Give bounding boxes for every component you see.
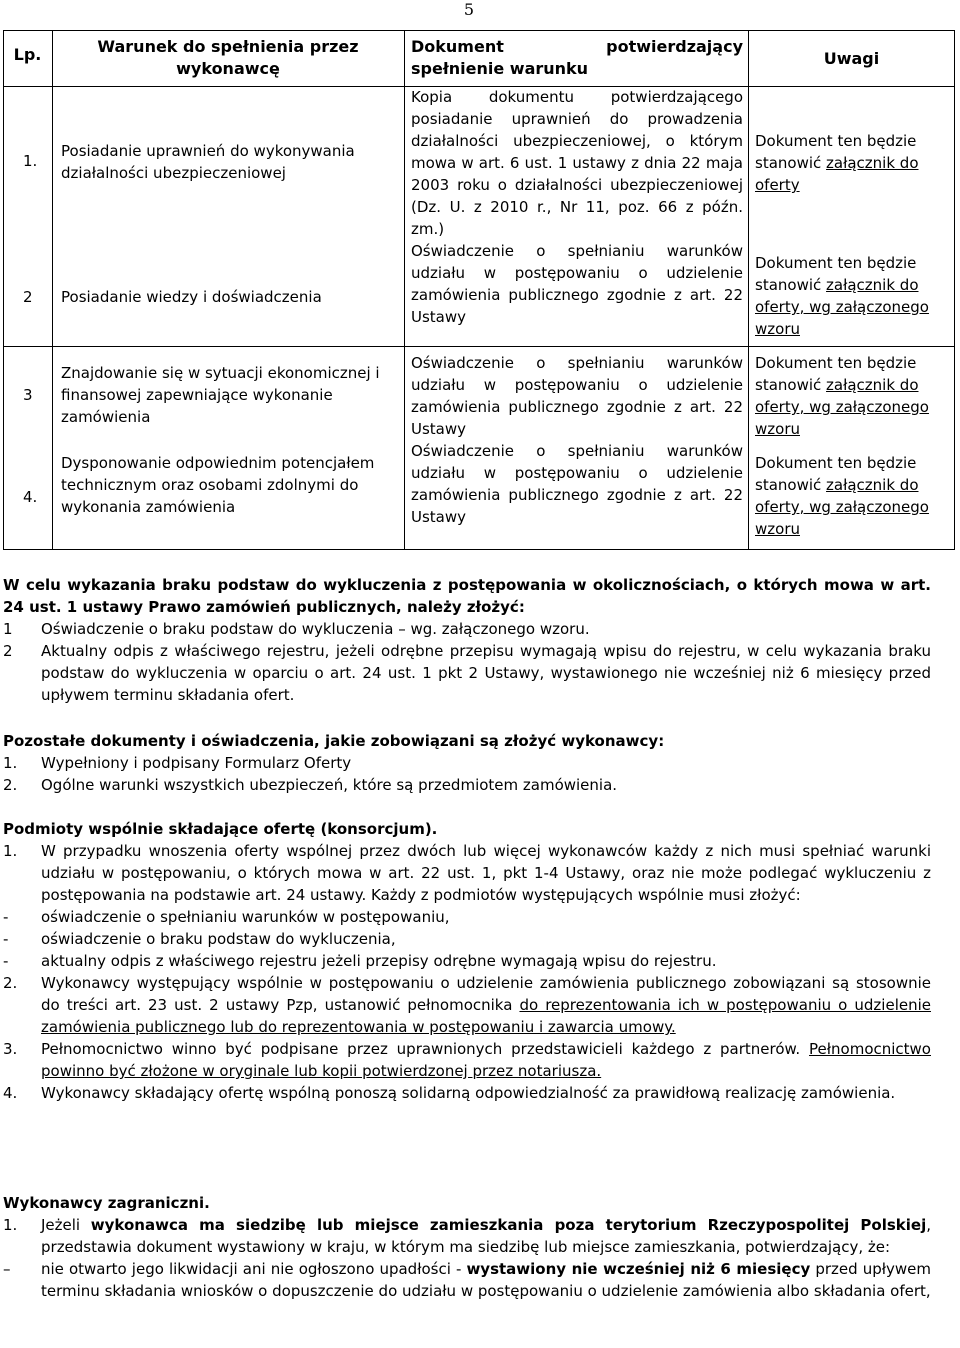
- row3-note-attachment: załącznik do oferty, wg załączonego wzoru: [755, 376, 929, 438]
- consortium-dash-3: - aktualny odpis z właściwego rejestru jeżeli przepisy odrębne wymagają wpisu do rejestru.: [3, 952, 717, 970]
- consortium-dash-2: - oświadczenie o braku podstaw do wykluczenia,: [3, 930, 396, 948]
- header-lp: Lp.: [13, 45, 42, 64]
- row4-note-attachment: załącznik do oferty, wg załączonego wzoru: [755, 476, 929, 538]
- consortium-dash-1: - oświadczenie o spełnianiu warunków w postępowaniu,: [3, 908, 450, 926]
- consortium-section: [3, 818, 931, 1104]
- row4-document: Oświadczenie o spełnianiu warunków udziału w postępowaniu o udzielenie zamówienia publicznego zgodnie z art. 22 Ustawy: [411, 442, 743, 526]
- foreign-dash-item: – nie otwarto jego likwidacji ani nie ogłoszono upadłości - wystawiony nie wcześniej niż 6 miesięcy przed upływem terminu składania wniosków o dopuszczenie do udziału w postępowaniu o udzielenie zamówienia albo składania ofert,: [3, 1260, 931, 1300]
- row2-note: Dokument ten będzie stanowić załącznik do oferty, wg załączonego wzoru: [755, 254, 929, 338]
- header-notes: Uwagi: [823, 49, 880, 68]
- row2-number: 2: [23, 288, 33, 306]
- row2-document: Oświadczenie o spełnianiu warunków udziału w postępowaniu o udzielenie zamówienia publicznego zgodnie z art. 22 Ustawy: [411, 242, 743, 326]
- other-docs-item-2: 2. Ogólne warunki wszystkich ubezpieczeń, które są przedmiotem zamówienia.: [3, 776, 618, 794]
- consortium-item-1: 1. W przypadku wnoszenia oferty wspólnej przez dwóch lub więcej wykonawców każdy z nich musi spełniać warunki udziału w postępowaniu, o których mowa w art. 22 ust. 1, pkt 1-4 Ustawy, oraz nie może podlegać wykluczeniu z postępowania na podstawie art. 24 ustawy. Każdy z podmiotów występujących wspólnie musi złożyć:: [3, 842, 931, 904]
- row1-note: Dokument ten będzie stanowić załącznik do oferty: [755, 132, 919, 194]
- row1-number: 1.: [23, 152, 38, 170]
- row4-note: Dokument ten będzie stanowić załącznik do oferty, wg załączonego wzoru: [755, 454, 929, 538]
- consortium-item-4: 4. Wykonawcy składający ofertę wspólną ponoszą solidarną odpowiedzialność za prawidłową realizację zamówienia.: [3, 1084, 896, 1102]
- exclusion-item-2: 2 Aktualny odpis z właściwego rejestru, jeżeli odrębne przepisu wymagają wpisu do rejestru, w celu wykazania braku podstaw do wykluczenia w oparciu o art. 24 ust. 1 pkt 2 Ustawy, wystawionego nie wcześniej niż 6 miesięcy przed upływem terminu składania ofert.: [3, 642, 931, 704]
- exclusion-heading: W celu wykazania braku podstaw do wykluczenia z postępowania w okolicznościach, o których mowa w art. 24 ust. 1 ustawy Prawo zamówień publicznych, należy złożyć:: [3, 576, 931, 616]
- header-condition: Warunek do spełnienia przez wykonawcę: [97, 37, 359, 78]
- consortium-item-2: 2. Wykonawcy występujący wspólnie w postępowaniu o udzielenie zamówienia publicznego zobowiązani są stosownie do treści art. 23 ust. 2 ustawy Pzp, ustanowić pełnomocnika do reprezentowania ich w postępowaniu o udzielenie zamówienia publicznego lub do reprezentowania w postępowaniu i zawarcia umowy.: [3, 974, 931, 1036]
- consortium-item-3: 3. Pełnomocnictwo winno być podpisane przez uprawnionych przedstawicieli każdego z partnerów. Pełnomocnictwo powinno być złożone w oryginale lub kopii potwierdzonej przez notariusza.: [3, 1040, 931, 1080]
- other-docs-item-1: 1. Wypełniony i podpisany Formularz Oferty: [3, 754, 352, 772]
- consortium-heading: Podmioty wspólnie składające ofertę (konsorcjum).: [3, 820, 438, 838]
- row1-condition: Posiadanie uprawnień do wykonywania działalności ubezpieczeniowej: [61, 142, 355, 182]
- foreign-heading: Wykonawcy zagraniczni.: [3, 1194, 210, 1212]
- row3-note: Dokument ten będzie stanowić załącznik do oferty, wg załączonego wzoru: [755, 354, 929, 438]
- row4-number: 4.: [23, 488, 38, 506]
- other-docs-heading: Pozostałe dokumenty i oświadczenia, jakie zobowiązani są złożyć wykonawcy:: [3, 732, 665, 750]
- exclusion-section: [3, 574, 931, 706]
- header-document: Dokument potwierdzający spełnienie warunku: [411, 37, 743, 78]
- row1-note-attachment: załącznik do oferty: [755, 154, 919, 194]
- conditions-table: [3, 30, 955, 550]
- row2-note-attachment: załącznik do oferty, wg załączonego wzoru: [755, 276, 929, 338]
- foreign-section: [3, 1192, 931, 1302]
- row3-condition: Znajdowanie się w sytuacji ekonomicznej i finansowej zapewniające wykonanie zamówienia: [61, 364, 380, 426]
- row2-condition: Posiadanie wiedzy i doświadczenia: [61, 288, 322, 306]
- row4-condition: Dysponowanie odpowiednim potencjałem technicznym oraz osobami zdolnymi do wykonania zamówienia: [61, 454, 375, 516]
- row1-document: Kopia dokumentu potwierdzającego posiadanie uprawnień do prowadzenia działalności ubezpieczeniowej, o którym mowa w art. 6 ust. 1 ustawy z dnia 22 maja 2003 roku o działalności ubezpieczeniowej (Dz. U. z 2010 r., Nr 11, poz. 66 z późn. zm.): [411, 88, 743, 238]
- foreign-item-1: 1. Jeżeli wykonawca ma siedzibę lub miejsce zamieszkania poza terytorium Rzeczypospolitej Polskiej, przedstawia dokument wystawiony w kraju, w którym ma siedzibę lub miejsce zamieszkania, potwierdzający, że:: [3, 1216, 931, 1256]
- exclusion-item-1: 1 Oświadczenie o braku podstaw do wykluczenia – wg. załączonego wzoru.: [3, 620, 590, 638]
- page-number: 5: [463, 0, 475, 19]
- row3-number: 3: [23, 386, 33, 404]
- row3-document: Oświadczenie o spełnianiu warunków udziału w postępowaniu o udzielenie zamówienia publicznego zgodnie z art. 22 Ustawy: [411, 354, 743, 438]
- other-docs-section: [3, 730, 931, 796]
